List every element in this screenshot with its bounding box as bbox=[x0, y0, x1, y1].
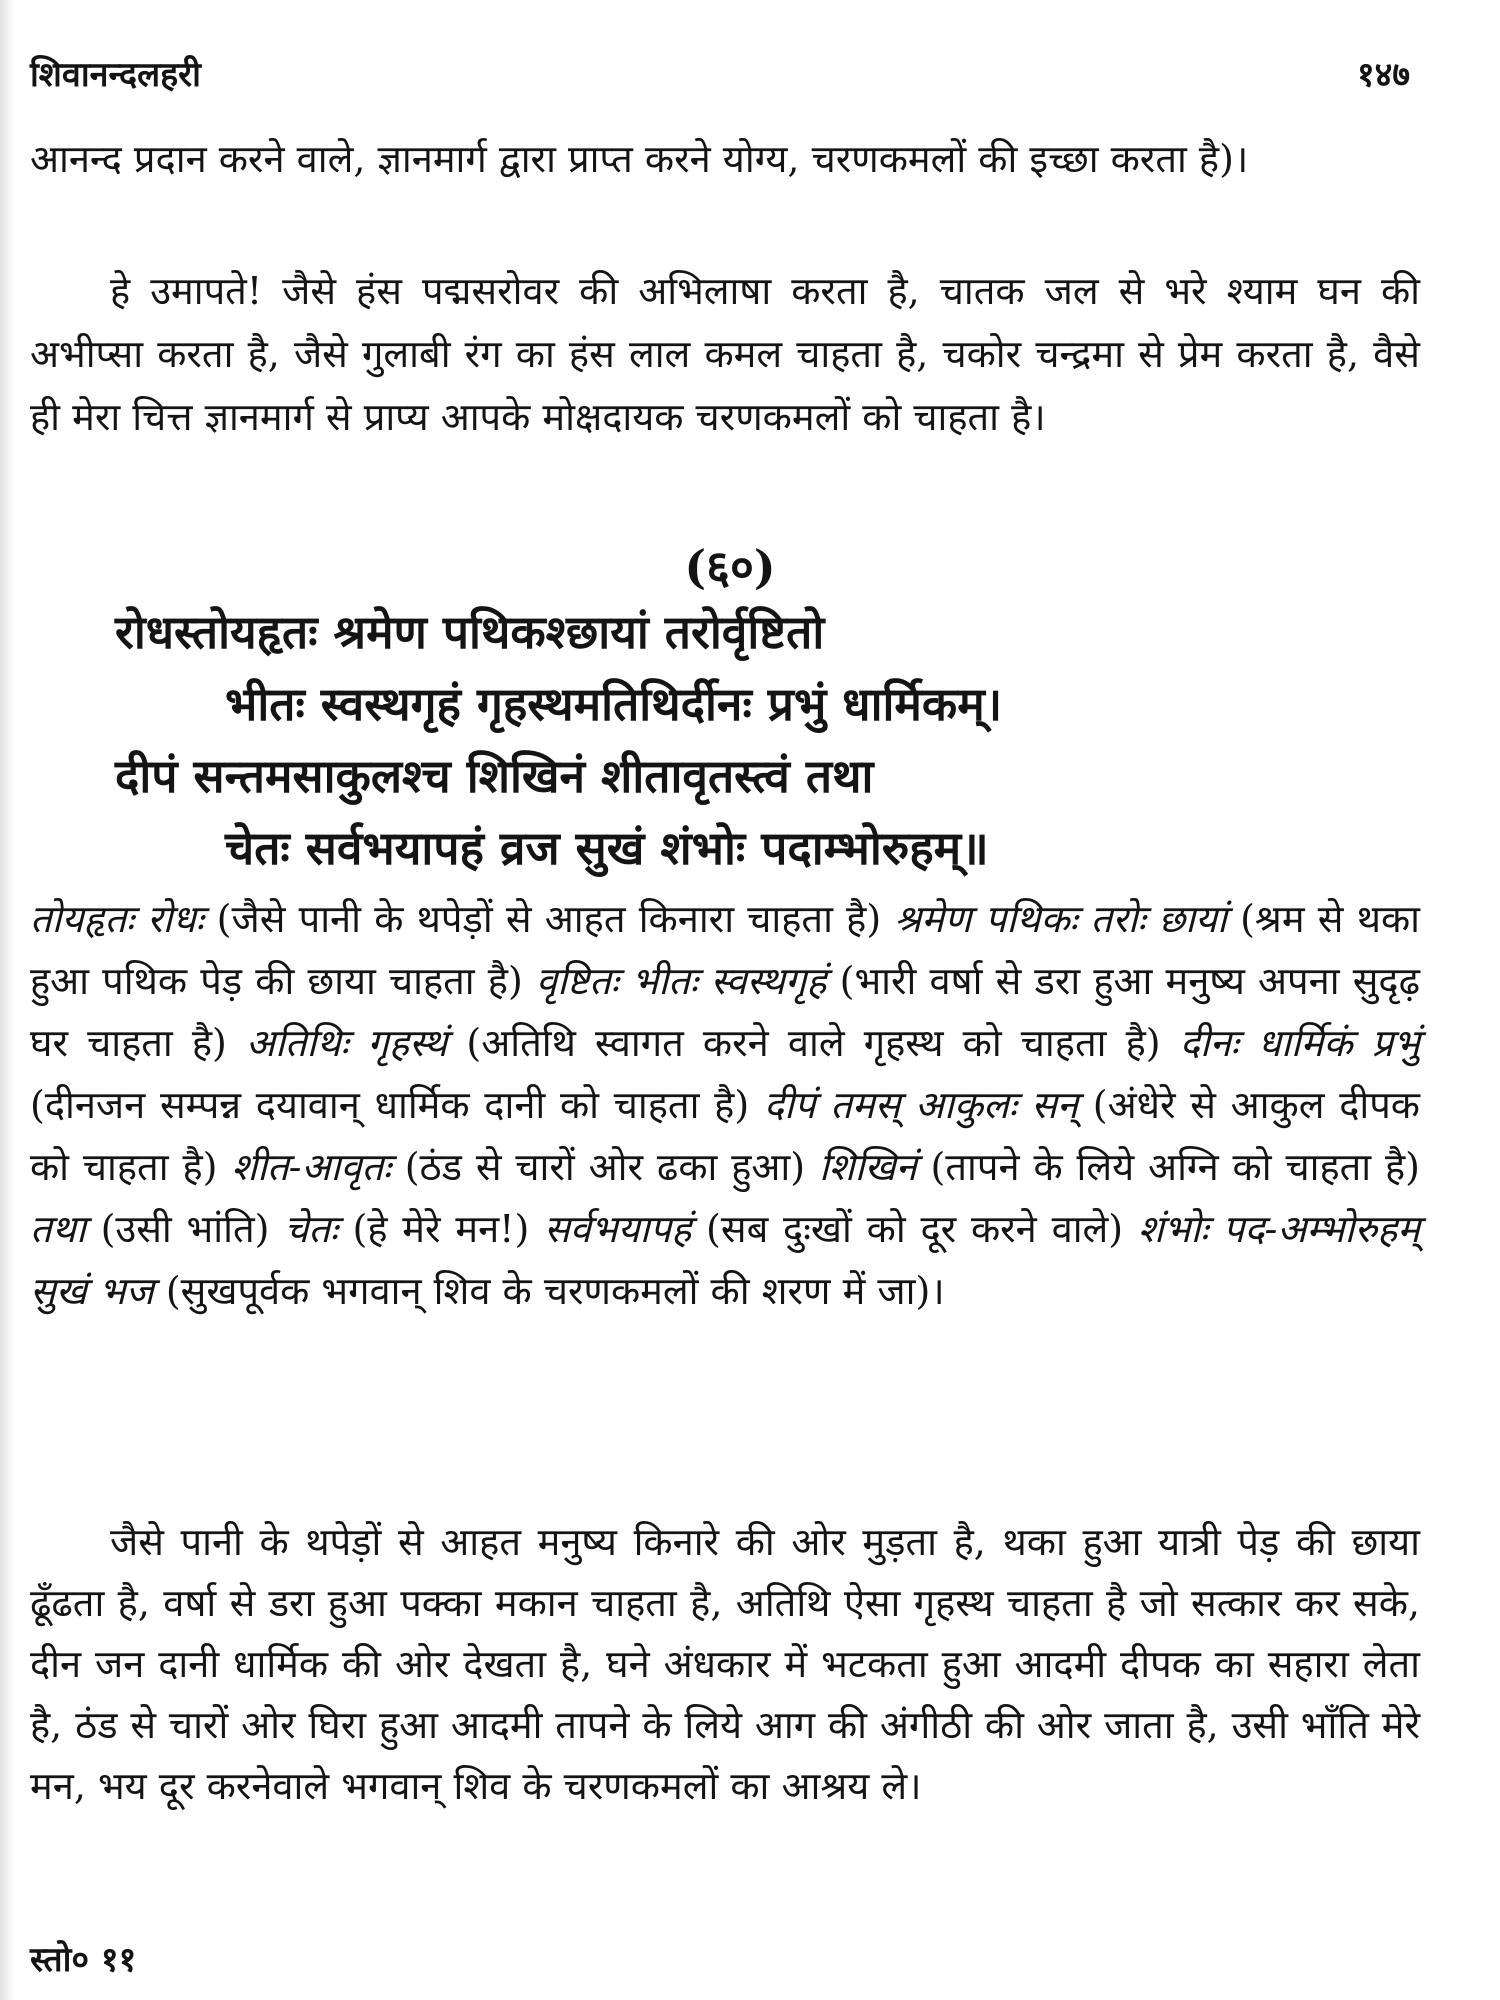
page-edge-shadow bbox=[0, 0, 14, 2000]
gloss-term: तोयहृतः रोधः bbox=[30, 897, 204, 941]
paragraph-continuation: आनन्द प्रदान करने वाले, ज्ञानमार्ग द्वारा प्राप्त करने योग्य, चरणकमलों की इच्छा करता है)। bbox=[30, 137, 1249, 181]
gloss-term: अतिथिः गृहस्थं bbox=[245, 1021, 448, 1065]
shloka-line: रोधस्तोयहृतः श्रमेण पथिकश्छायां तरोर्वृष्टितो bbox=[115, 605, 825, 659]
gloss-term: श्रमेण पथिकः तरोः छायां bbox=[894, 897, 1227, 941]
gloss-meaning: (अंधेरे से आकुल दीपक को चाहता है) bbox=[30, 1083, 1420, 1189]
gloss-meaning: (ठंड से चारों ओर ढका हुआ) bbox=[390, 1145, 819, 1189]
gloss-meaning: (सब दुःखों को दूर करने वाले) bbox=[691, 1207, 1138, 1251]
word-meaning-gloss bbox=[30, 888, 1420, 1322]
page-number: १४७ bbox=[1356, 55, 1410, 95]
gloss-term: सर्वभयापहं bbox=[544, 1207, 692, 1251]
gloss-term: शंभोः पद-अम्भोरुहम् सुखं भज bbox=[30, 1207, 1421, 1313]
verse-number: (६०) bbox=[684, 540, 776, 594]
footer-signature: स्तो० ११ bbox=[30, 1940, 137, 1980]
gloss-meaning: (हे मेरे मन!) bbox=[337, 1207, 545, 1251]
paragraph-explanation: हे उमापते! जैसे हंस पद्मसरोवर की अभिलाषा करता है, चातक जल से भरे श्याम घन की अभीप्सा करता है, जैसे गुलाबी रंग का हंस लाल कमल चाहता है, चकोर चन्द्रमा से प्रेम करता है, वैसे ही मेरा चित्त ज्ञानमार्ग से प्राप्य आपके मोक्षदायक चरणकमलों को चाहता है। bbox=[30, 269, 1420, 439]
paragraph-commentary: जैसे पानी के थपेड़ों से आहत मनुष्य किनारे की ओर मुड़ता है, थका हुआ यात्री पेड़ की छाया ढूँढता है, वर्षा से डरा हुआ पक्का मकान चाहता है, अतिथि ऐसा गृहस्थ चाहता है जो सत्कार कर सके, दीन जन दानी धार्मिक की ओर देखता है, घने अंधकार में भटकता हुआ आदमी दीपक का सहारा लेता है, ठंड से चारों ओर घिरा हुआ आदमी तापने के लिये आग की अंगीठी की ओर जाता है, उसी भाँति मेरे मन, भय दूर करनेवाले भगवान् शिव के चरणकमलों का आश्रय ले। bbox=[30, 1520, 1420, 1808]
gloss-meaning: (सुखपूर्वक भगवान् शिव के चरणकमलों की शरण में जा)। bbox=[153, 1269, 945, 1313]
gloss-meaning: (श्रम से थका हुआ पथिक पेड़ की छाया चाहता है) bbox=[30, 897, 1420, 1003]
shloka-line: भीतः स्वस्थगृहं गृहस्थमतिथिर्दीनः प्रभुं धार्मिकम्। bbox=[225, 677, 1003, 731]
gloss-meaning: (तापने के लिये अग्नि को चाहता है) bbox=[916, 1145, 1421, 1189]
gloss-term: दीपं तमस् आकुलः सन् bbox=[763, 1083, 1079, 1127]
shloka-line: दीपं सन्तमसाकुलश्च शिखिनं शीतावृतस्त्वं तथा bbox=[115, 749, 874, 803]
gloss-meaning: (भारी वर्षा से डरा हुआ मनुष्य अपना सुदृढ़ घर चाहता है) bbox=[30, 959, 1420, 1065]
gloss-term: शीत-आवृतः bbox=[231, 1145, 391, 1189]
gloss-meaning: (अतिथि स्वागत करने वाले गृहस्थ को चाहता है) bbox=[447, 1021, 1180, 1065]
gloss-meaning: (उसी भांति) bbox=[85, 1207, 285, 1251]
gloss-term: दीनः धार्मिकं प्रभुं bbox=[1179, 1021, 1420, 1065]
gloss-term: शिखिनं bbox=[818, 1145, 917, 1189]
running-title: शिवानन्दलहरी bbox=[30, 55, 201, 95]
gloss-term: वृष्टितः भीतः स्वस्थगृहं bbox=[535, 959, 827, 1003]
gloss-meaning: (जैसे पानी के थपेड़ों से आहत किनारा चाहता है) bbox=[203, 897, 895, 941]
shloka-line: चेतः सर्वभयापहं व्रज सुखं शंभोः पदाम्भोरुहम्॥ bbox=[225, 821, 989, 875]
gloss-meaning: (दीनजन सम्पन्न दयावान् धार्मिक दानी को चाहता है) bbox=[30, 1083, 764, 1127]
gloss-term: चेतः bbox=[284, 1207, 338, 1251]
gloss-term: तथा bbox=[30, 1207, 86, 1251]
